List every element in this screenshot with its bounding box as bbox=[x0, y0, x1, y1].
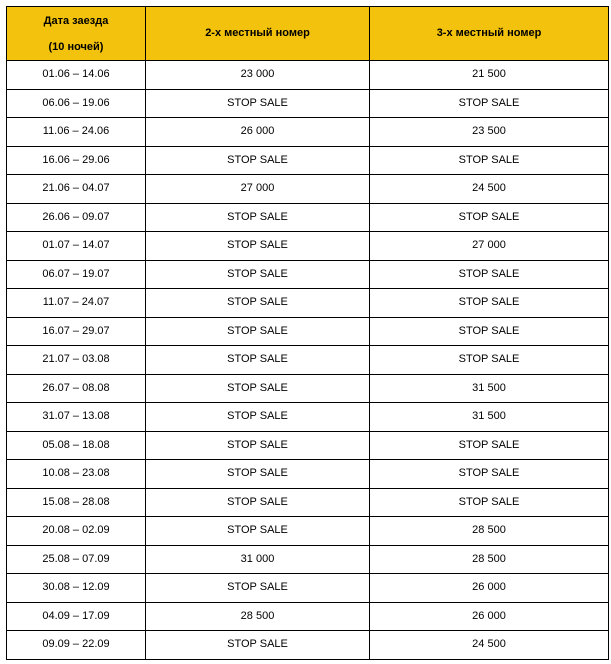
triple-room-price-cell: 31 500 bbox=[370, 403, 609, 432]
triple-room-price-cell: STOP SALE bbox=[370, 346, 609, 375]
date-cell: 01.07 – 14.07 bbox=[7, 232, 146, 261]
double-room-price-cell: STOP SALE bbox=[146, 260, 370, 289]
date-cell: 21.06 – 04.07 bbox=[7, 175, 146, 204]
triple-room-price-cell: 28 500 bbox=[370, 517, 609, 546]
double-room-price-cell: STOP SALE bbox=[146, 203, 370, 232]
table-row bbox=[7, 346, 609, 375]
table-body bbox=[7, 61, 609, 660]
table-row bbox=[7, 488, 609, 517]
double-room-price-cell: 27 000 bbox=[146, 175, 370, 204]
double-room-price-cell: STOP SALE bbox=[146, 346, 370, 375]
table-row bbox=[7, 602, 609, 631]
table-row bbox=[7, 574, 609, 603]
double-room-price-cell: STOP SALE bbox=[146, 631, 370, 660]
header-double-room: 2-х местный номер bbox=[146, 7, 370, 61]
double-room-price-cell: STOP SALE bbox=[146, 517, 370, 546]
triple-room-price-cell: 21 500 bbox=[370, 61, 609, 90]
triple-room-price-cell: STOP SALE bbox=[370, 203, 609, 232]
table-row bbox=[7, 203, 609, 232]
header-triple-room: 3-х местный номер bbox=[370, 7, 609, 61]
triple-room-price-cell: STOP SALE bbox=[370, 146, 609, 175]
table-row bbox=[7, 146, 609, 175]
table-row bbox=[7, 175, 609, 204]
double-room-price-cell: STOP SALE bbox=[146, 488, 370, 517]
date-cell: 26.06 – 09.07 bbox=[7, 203, 146, 232]
triple-room-price-cell: 23 500 bbox=[370, 118, 609, 147]
table-row bbox=[7, 460, 609, 489]
header-date bbox=[7, 7, 146, 61]
double-room-price-cell: STOP SALE bbox=[146, 146, 370, 175]
double-room-price-cell: STOP SALE bbox=[146, 403, 370, 432]
double-room-price-cell: STOP SALE bbox=[146, 232, 370, 261]
double-room-price-cell: 26 000 bbox=[146, 118, 370, 147]
triple-room-price-cell: 24 500 bbox=[370, 175, 609, 204]
date-cell: 06.06 – 19.06 bbox=[7, 89, 146, 118]
date-cell: 16.06 – 29.06 bbox=[7, 146, 146, 175]
price-table bbox=[6, 6, 609, 660]
date-cell: 11.07 – 24.07 bbox=[7, 289, 146, 318]
triple-room-price-cell: 31 500 bbox=[370, 374, 609, 403]
date-cell: 10.08 – 23.08 bbox=[7, 460, 146, 489]
triple-room-price-cell: STOP SALE bbox=[370, 317, 609, 346]
header-date-nights: (10 ночей) bbox=[48, 40, 104, 53]
header-row bbox=[7, 7, 609, 61]
date-cell: 16.07 – 29.07 bbox=[7, 317, 146, 346]
date-cell: 11.06 – 24.06 bbox=[7, 118, 146, 147]
table-row bbox=[7, 403, 609, 432]
double-room-price-cell: STOP SALE bbox=[146, 374, 370, 403]
date-cell: 15.08 – 28.08 bbox=[7, 488, 146, 517]
table-row bbox=[7, 260, 609, 289]
double-room-price-cell: STOP SALE bbox=[146, 574, 370, 603]
table-row bbox=[7, 61, 609, 90]
table-row bbox=[7, 374, 609, 403]
triple-room-price-cell: STOP SALE bbox=[370, 89, 609, 118]
double-room-price-cell: 28 500 bbox=[146, 602, 370, 631]
date-cell: 20.08 – 02.09 bbox=[7, 517, 146, 546]
triple-room-price-cell: 26 000 bbox=[370, 574, 609, 603]
date-cell: 09.09 – 22.09 bbox=[7, 631, 146, 660]
triple-room-price-cell: STOP SALE bbox=[370, 460, 609, 489]
table-row bbox=[7, 118, 609, 147]
header-date-title: Дата заезда bbox=[43, 14, 109, 27]
table-row bbox=[7, 289, 609, 318]
double-room-price-cell: STOP SALE bbox=[146, 431, 370, 460]
date-cell: 04.09 – 17.09 bbox=[7, 602, 146, 631]
double-room-price-cell: STOP SALE bbox=[146, 89, 370, 118]
double-room-price-cell: STOP SALE bbox=[146, 460, 370, 489]
date-cell: 25.08 – 07.09 bbox=[7, 545, 146, 574]
table-row bbox=[7, 232, 609, 261]
date-cell: 06.07 – 19.07 bbox=[7, 260, 146, 289]
double-room-price-cell: 23 000 bbox=[146, 61, 370, 90]
triple-room-price-cell: STOP SALE bbox=[370, 431, 609, 460]
date-cell: 26.07 – 08.08 bbox=[7, 374, 146, 403]
table-row bbox=[7, 631, 609, 660]
price-table-container bbox=[6, 6, 609, 660]
date-cell: 30.08 – 12.09 bbox=[7, 574, 146, 603]
table-row bbox=[7, 317, 609, 346]
date-cell: 01.06 – 14.06 bbox=[7, 61, 146, 90]
date-cell: 21.07 – 03.08 bbox=[7, 346, 146, 375]
double-room-price-cell: 31 000 bbox=[146, 545, 370, 574]
triple-room-price-cell: 26 000 bbox=[370, 602, 609, 631]
triple-room-price-cell: 28 500 bbox=[370, 545, 609, 574]
table-row bbox=[7, 89, 609, 118]
double-room-price-cell: STOP SALE bbox=[146, 317, 370, 346]
table-row bbox=[7, 431, 609, 460]
triple-room-price-cell: STOP SALE bbox=[370, 488, 609, 517]
table-row bbox=[7, 517, 609, 546]
double-room-price-cell: STOP SALE bbox=[146, 289, 370, 318]
triple-room-price-cell: 27 000 bbox=[370, 232, 609, 261]
date-cell: 05.08 – 18.08 bbox=[7, 431, 146, 460]
date-cell: 31.07 – 13.08 bbox=[7, 403, 146, 432]
triple-room-price-cell: STOP SALE bbox=[370, 289, 609, 318]
triple-room-price-cell: STOP SALE bbox=[370, 260, 609, 289]
table-row bbox=[7, 545, 609, 574]
triple-room-price-cell: 24 500 bbox=[370, 631, 609, 660]
